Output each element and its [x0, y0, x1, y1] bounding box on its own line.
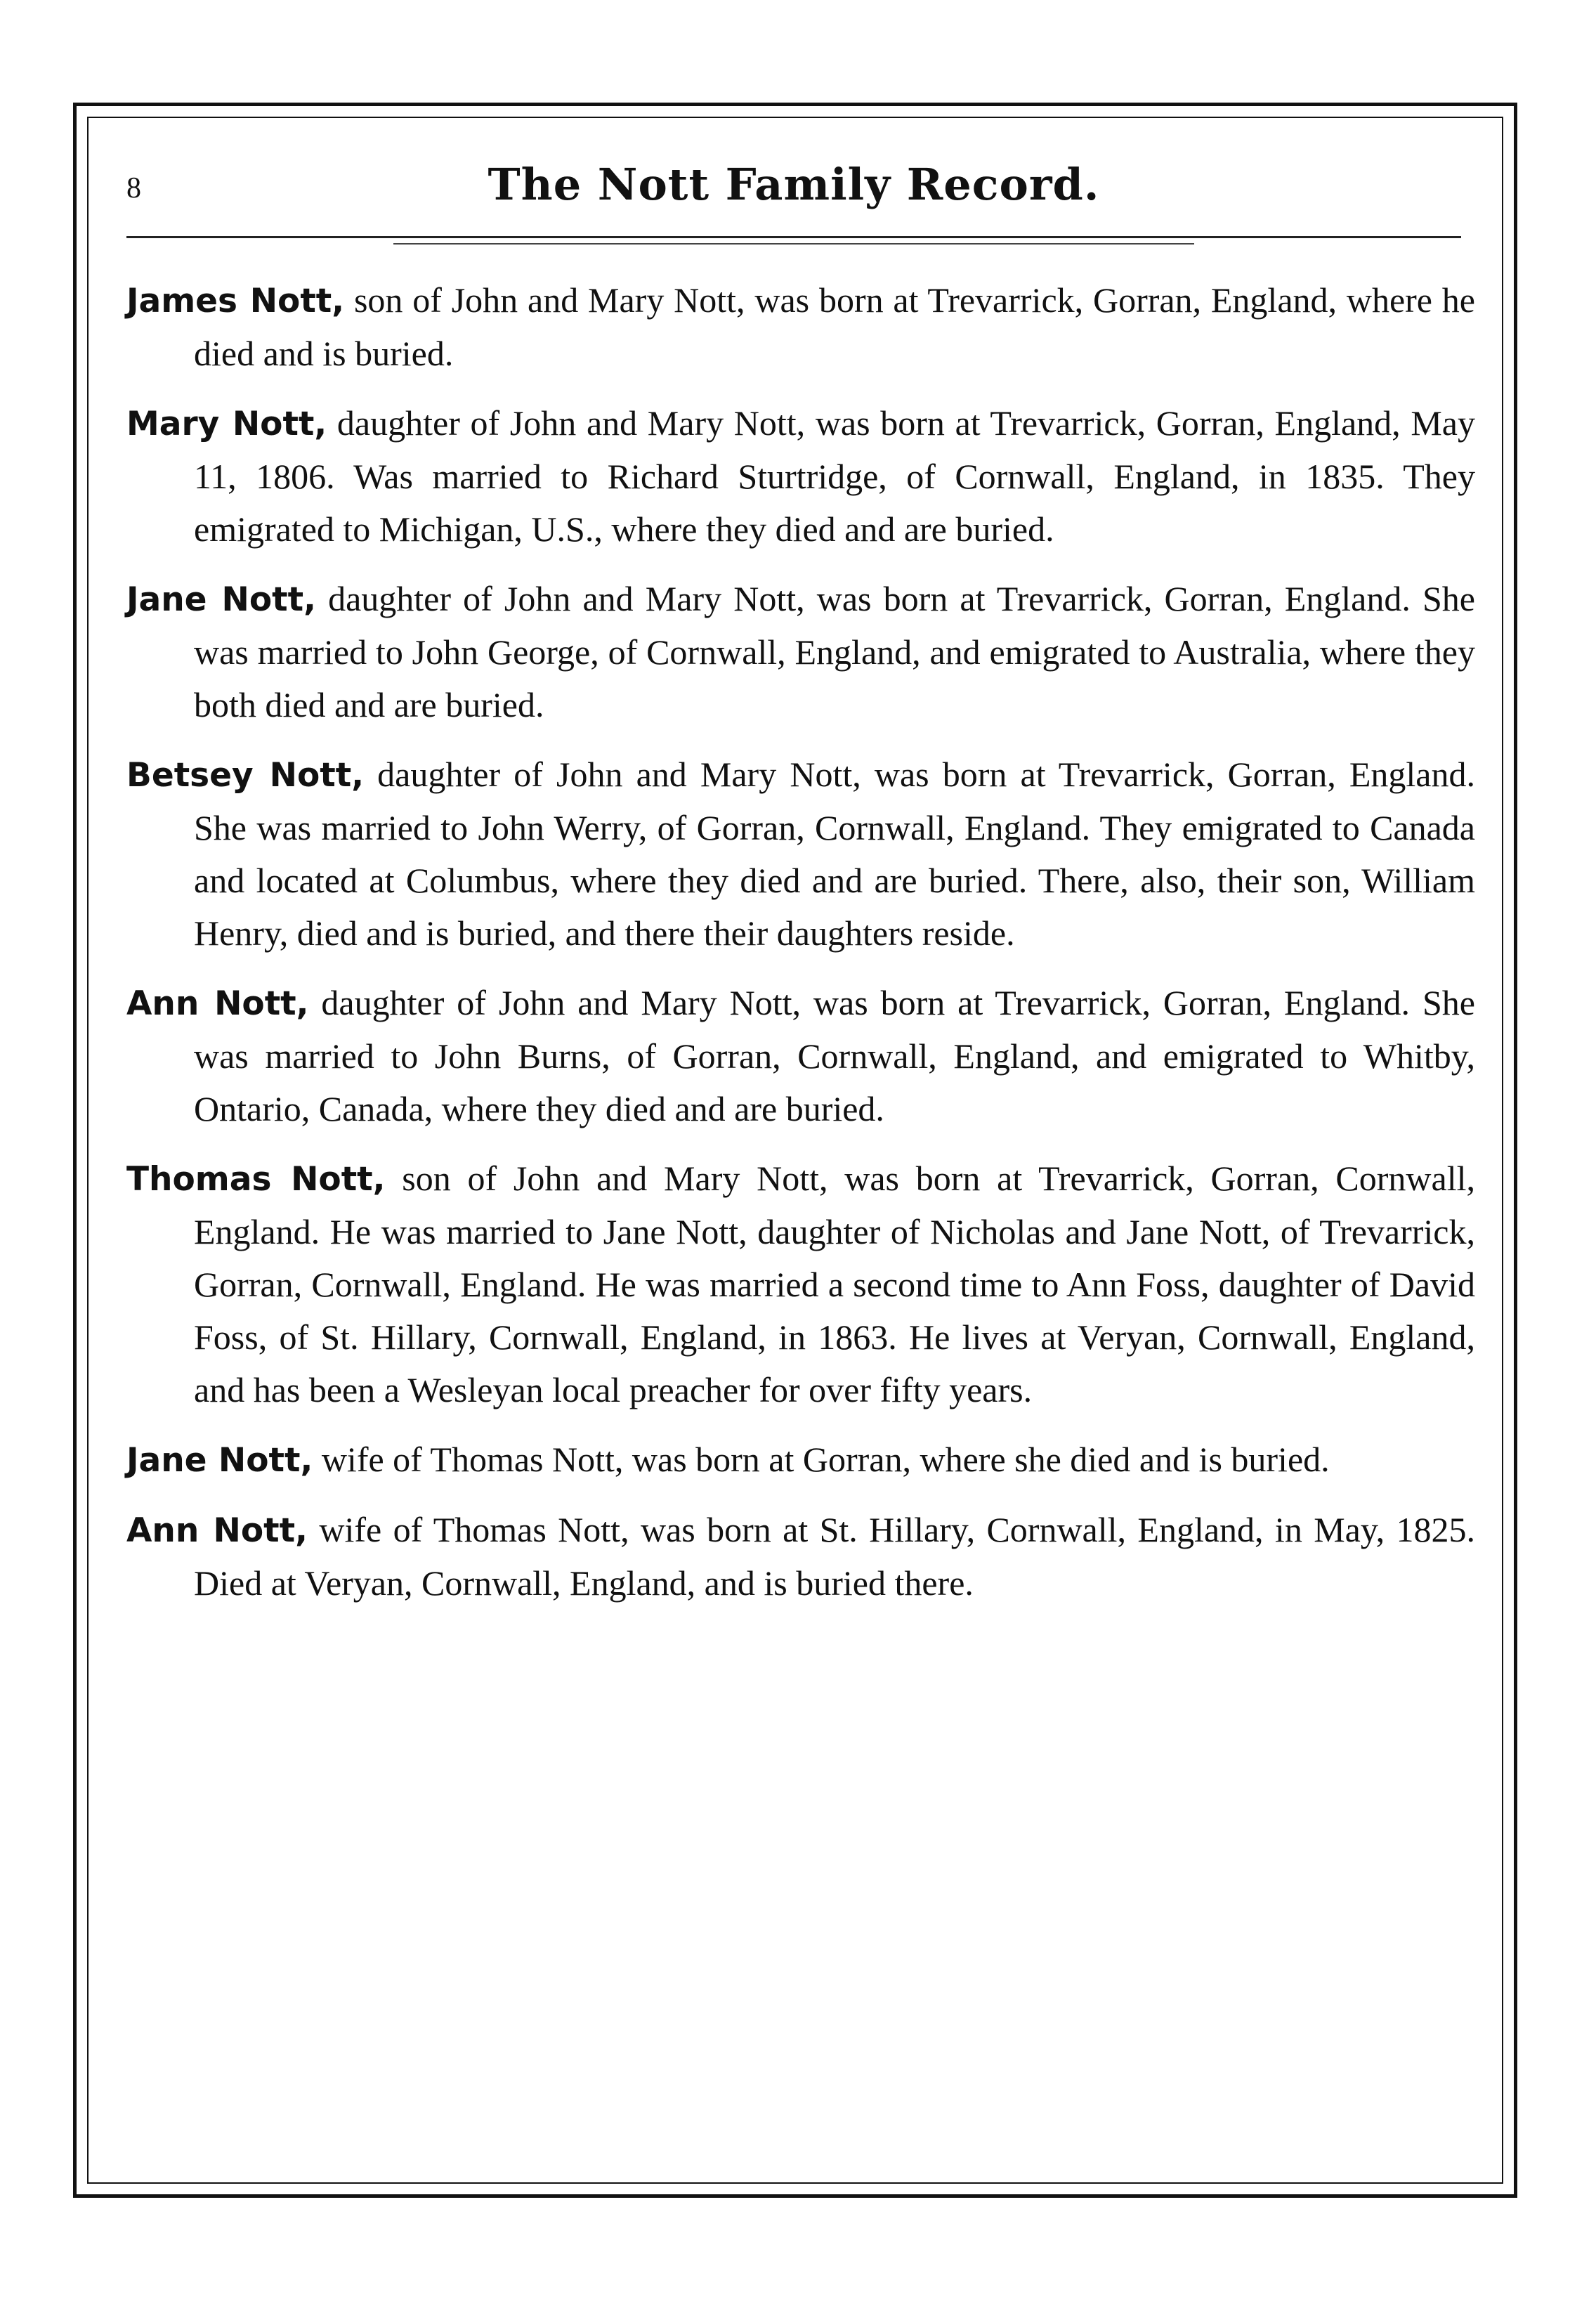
entry-name: Ann Nott, — [126, 1511, 308, 1550]
record-entries — [126, 274, 1475, 1627]
entry-name: James Nott, — [126, 282, 345, 320]
page-header — [126, 159, 1461, 229]
header-rule — [126, 236, 1461, 238]
entry-thomas-nott — [126, 1152, 1475, 1416]
entry-text: wife of Thomas Nott, was born at St. Hillary, Cornwall, England, in May, 1825. Died at Veryan, Cornwall, England, and is buried there. — [194, 1510, 1475, 1603]
entry-name: Thomas Nott, — [126, 1160, 386, 1199]
entry-text: son of John and Mary Nott, was born at Trevarrick, Gorran, Cornwall, England. He was married to Jane Nott, daughter of Nicholas and Jane Nott, of Trevarrick, Gorran, Cornwall, England. He was married a second time to Ann Foss, daughter of David Foss, of St. Hillary, Cornwall, England, in 1863. He lives at Veryan, Cornwall, England, and has been a Wesleyan local preacher for over fifty years. — [194, 1159, 1475, 1409]
header-rule-secondary — [393, 243, 1194, 245]
entry-ann-nott-wife — [126, 1504, 1475, 1610]
entry-text: daughter of John and Mary Nott, was born at Trevarrick, Gorran, England. She was married to John Burns, of Gorran, Cornwall, England, and emigrated to Whitby, Ontario, Canada, where they died and are buried. — [194, 983, 1475, 1128]
entry-text: son of John and Mary Nott, was born at Trevarrick, Gorran, England, where he died and is buried. — [194, 280, 1475, 373]
running-title: The Nott Family Record. — [488, 159, 1100, 210]
entry-name: Jane Nott, — [126, 580, 316, 619]
entry-name: Betsey Nott, — [126, 756, 365, 795]
entry-text: daughter of John and Mary Nott, was born at Trevarrick, Gorran, England, May 11, 1806. Was married to Richard Sturtridge, of Cornwall, England, in 1835. They emigrated to Michigan, U.S., where they died and are buried. — [194, 403, 1475, 549]
entry-jane-nott-daughter — [126, 573, 1475, 731]
entry-betsey-nott — [126, 748, 1475, 960]
entry-name: Jane Nott, — [126, 1441, 313, 1480]
entry-name: Ann Nott, — [126, 984, 309, 1023]
entry-text: daughter of John and Mary Nott, was born at Trevarrick, Gorran, England. She was married to John Werry, of Gorran, Cornwall, England. They emigrated to Canada and located at Columbus, where they died and are buried. There, also, their son, William Henry, died and is buried, and there their daughters reside. — [194, 755, 1475, 953]
entry-name: Mary Nott, — [126, 405, 327, 443]
entry-text: wife of Thomas Nott, was born at Gorran, where she died and is buried. — [313, 1440, 1330, 1479]
entry-ann-nott-daughter — [126, 977, 1475, 1135]
entry-mary-nott — [126, 397, 1475, 556]
entry-james-nott — [126, 274, 1475, 380]
entry-jane-nott-wife — [126, 1433, 1475, 1487]
page-number: 8 — [126, 172, 141, 204]
entry-text: daughter of John and Mary Nott, was born at Trevarrick, Gorran, England. She was married to John George, of Cornwall, England, and emigrated to Australia, where they both died and are buried. — [194, 579, 1475, 724]
